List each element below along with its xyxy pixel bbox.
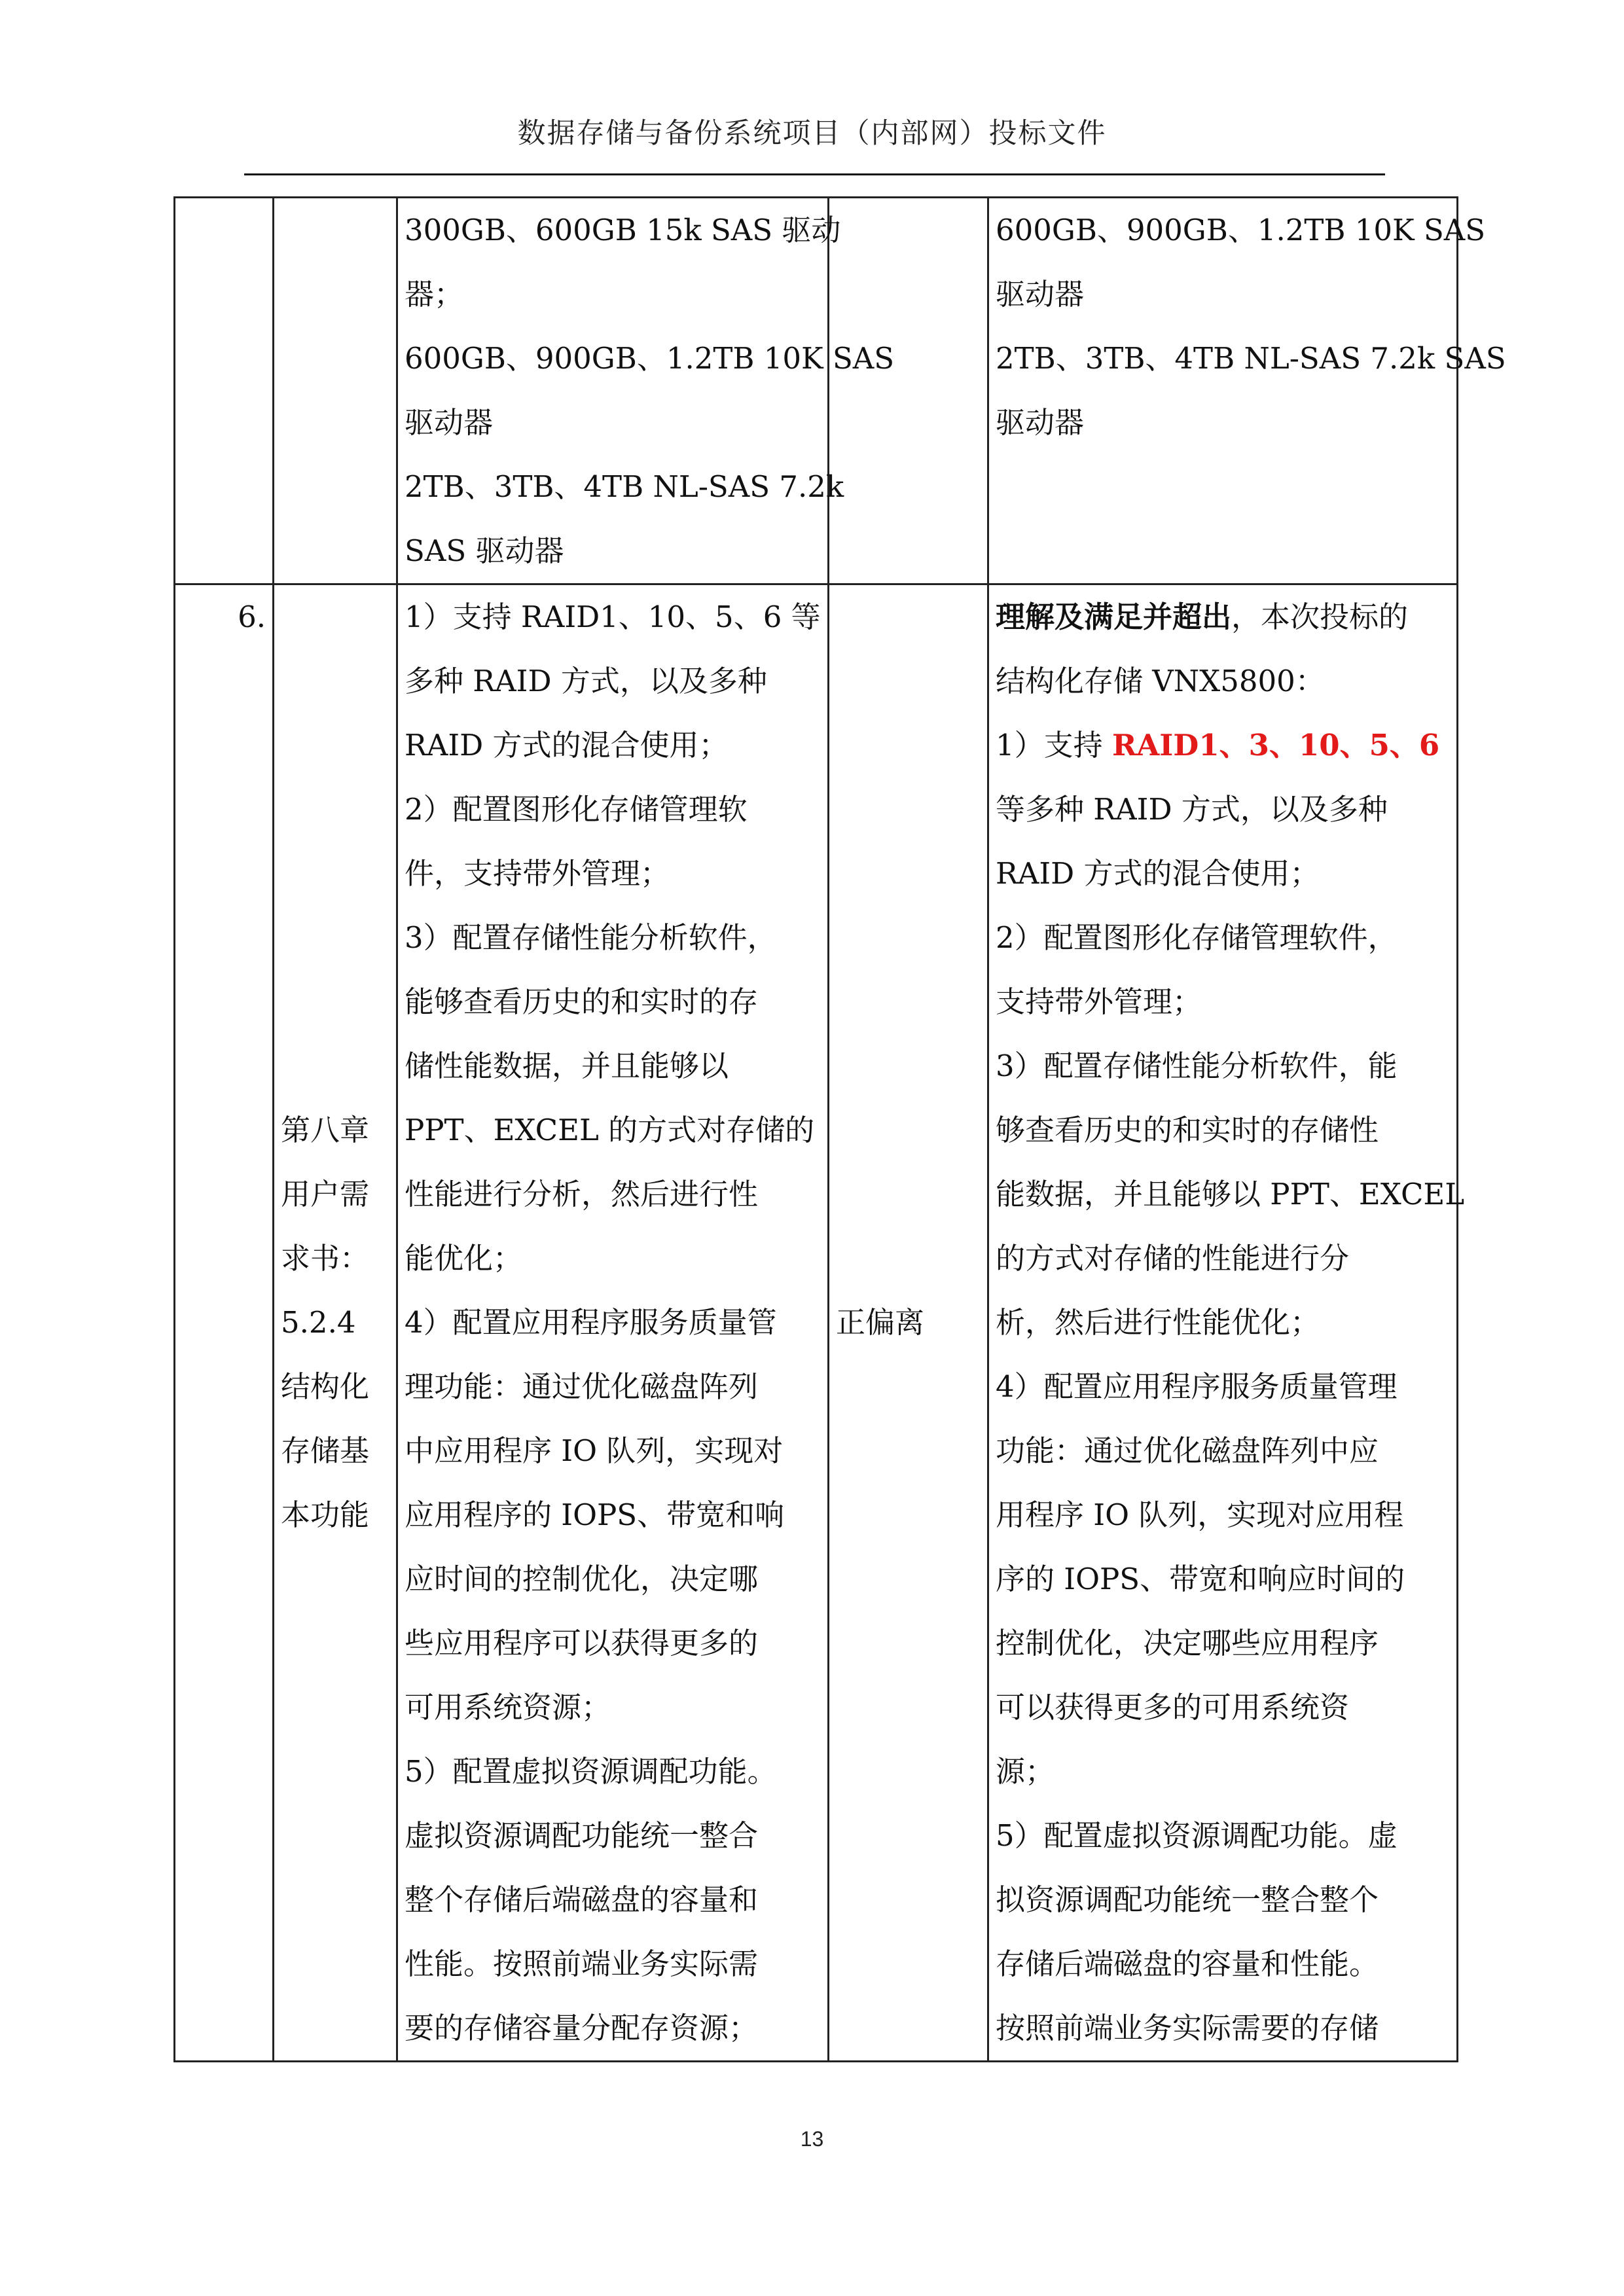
response-line: 序的 IOPS、带宽和响应时间的	[996, 1562, 1405, 1596]
page-number: 13	[800, 2127, 824, 2151]
requirement-line: 能优化；	[405, 1241, 523, 1276]
response-line: 600GB、900GB、1.2TB 10K SAS	[996, 213, 1486, 247]
requirement-line: 1）支持 RAID1、10、5、6 等	[405, 600, 821, 634]
row-number-cell	[175, 198, 274, 584]
requirement-cell	[397, 584, 829, 2062]
response-line: 够查看历史的和实时的存储性	[996, 1113, 1379, 1147]
deviation-cell: 正偏离	[829, 584, 988, 2062]
response-line: 3）配置存储性能分析软件，能	[996, 1049, 1398, 1083]
response-line: 5）配置虚拟资源调配功能。虚	[996, 1818, 1398, 1853]
requirement-line: 驱动器	[405, 405, 494, 440]
response-line	[996, 713, 1450, 778]
requirement-line: 要的存储容量分配存资源；	[405, 2011, 759, 2045]
requirement-line: 2TB、3TB、4TB NL-SAS 7.2k	[405, 469, 844, 504]
requirement-line: 可用系统资源；	[405, 1690, 611, 1725]
response-line: 的方式对存储的性能进行分	[996, 1241, 1350, 1276]
requirement-line: RAID 方式的混合使用；	[405, 728, 729, 762]
requirement-line: 性能进行分析，然后进行性	[405, 1177, 759, 1211]
requirement-line: 多种 RAID 方式，以及多种	[405, 664, 767, 698]
table-row	[175, 584, 1458, 2062]
response-line: 支持带外管理；	[996, 984, 1202, 1019]
response-line: 可以获得更多的可用系统资	[996, 1690, 1350, 1725]
response-line: 功能：通过优化磁盘阵列中应	[996, 1433, 1379, 1468]
requirement-line: 性能。按照前端业务实际需	[405, 1946, 759, 1981]
requirement-line: 能够查看历史的和实时的存	[405, 984, 759, 1019]
response-line: 等多种 RAID 方式，以及多种	[996, 792, 1388, 827]
clause-cell	[274, 584, 397, 2062]
raid-levels-highlight: RAID1、3、10、5、6	[1111, 728, 1440, 762]
requirement-line: 4）配置应用程序服务质量管	[405, 1305, 777, 1340]
response-cell	[988, 584, 1465, 2062]
response-line: 存储后端磁盘的容量和性能。	[996, 1946, 1379, 1981]
response-line: 能数据，并且能够以 PPT、EXCEL	[996, 1177, 1465, 1211]
requirement-line: 2）配置图形化存储管理软	[405, 792, 748, 827]
document-header-title: 数据存储与备份系统项目（内部网）投标文件	[517, 117, 1107, 150]
response-line: 驱动器	[996, 277, 1085, 312]
requirement-line: 300GB、600GB 15k SAS 驱动	[405, 213, 841, 247]
requirement-line: SAS 驱动器	[405, 533, 564, 568]
clause-line: 5.2.4	[281, 1305, 356, 1340]
requirement-line: 应时间的控制优化，决定哪	[405, 1562, 759, 1596]
requirement-line: 中应用程序 IO 队列，实现对	[405, 1433, 784, 1468]
requirement-line: 理功能：通过优化磁盘阵列	[405, 1369, 759, 1404]
response-line: 2）配置图形化存储管理软件，	[996, 920, 1398, 955]
requirement-line: 虚拟资源调配功能统一整合	[405, 1818, 759, 1853]
compliance-table	[173, 196, 1506, 2062]
deviation-cell	[829, 198, 988, 584]
requirement-line: 应用程序的 IOPS、带宽和响	[405, 1498, 785, 1532]
response-line: 驱动器	[996, 405, 1085, 440]
response-line: 按照前端业务实际需要的存储	[996, 2011, 1379, 2045]
clause-line: 本功能	[281, 1498, 370, 1532]
clause-line: 用户需	[281, 1177, 370, 1211]
requirement-line: 5）配置虚拟资源调配功能。	[405, 1754, 777, 1789]
response-text: ，本次投标的	[1231, 600, 1409, 634]
response-line: 2TB、3TB、4TB NL-SAS 7.2k SAS	[996, 341, 1506, 376]
requirement-line: 储性能数据，并且能够以	[405, 1049, 729, 1083]
response-line: RAID 方式的混合使用；	[996, 856, 1320, 891]
requirement-line: 件，支持带外管理；	[405, 856, 670, 891]
response-cell	[988, 198, 1506, 584]
response-line: 拟资源调配功能统一整合整个	[996, 1882, 1379, 1917]
response-line: 用程序 IO 队列，实现对应用程	[996, 1498, 1404, 1532]
requirement-line: PPT、EXCEL 的方式对存储的	[405, 1113, 815, 1147]
clause-line: 求书：	[281, 1241, 370, 1276]
clause-line: 存储基	[281, 1433, 370, 1468]
response-line	[996, 585, 1450, 649]
response-line: 控制优化，决定哪些应用程序	[996, 1626, 1379, 1660]
requirement-line: 3）配置存储性能分析软件，	[405, 920, 777, 955]
requirement-line: 整个存储后端磁盘的容量和	[405, 1882, 759, 1917]
header-divider	[244, 173, 1385, 175]
table-row	[175, 198, 1458, 584]
clause-line: 第八章	[281, 1113, 370, 1147]
response-line: 源；	[996, 1754, 1055, 1789]
requirement-line: 器；	[405, 277, 464, 312]
response-line: 析，然后进行性能优化；	[996, 1305, 1320, 1340]
clause-line: 结构化	[281, 1369, 370, 1404]
row-number-cell: 6.	[175, 584, 274, 2062]
response-text: 1）支持	[996, 728, 1112, 762]
clause-cell	[274, 198, 397, 584]
response-line: 结构化存储 VNX5800：	[996, 664, 1325, 698]
requirement-cell	[397, 198, 895, 584]
response-line: 4）配置应用程序服务质量管理	[996, 1369, 1398, 1404]
requirement-line: 些应用程序可以获得更多的	[405, 1626, 759, 1660]
requirement-line: 600GB、900GB、1.2TB 10K SAS	[405, 341, 895, 376]
compliance-statement: 理解及满足并超出	[996, 600, 1232, 634]
